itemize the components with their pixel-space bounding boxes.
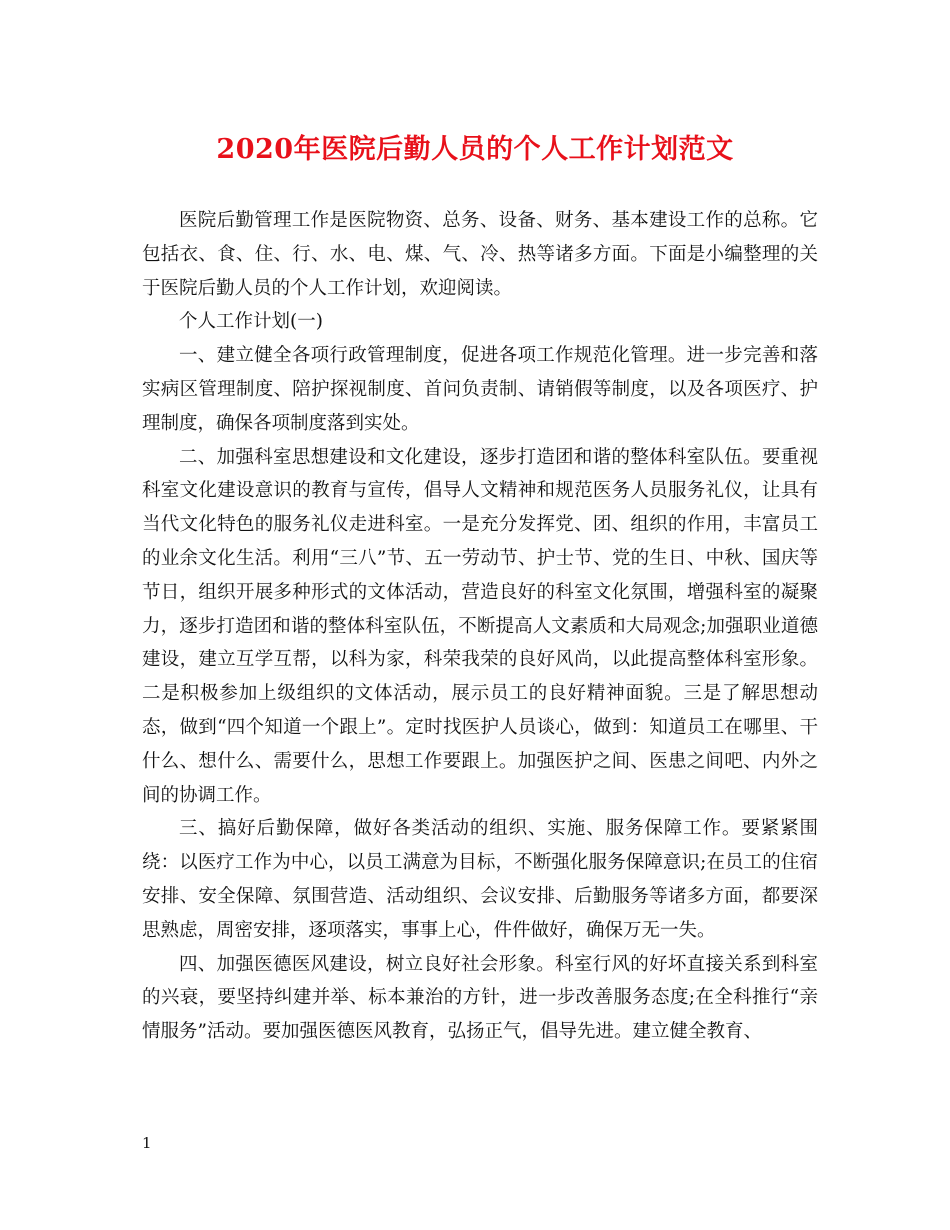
paragraph-item-3: 三、搞好后勤保障，做好各类活动的组织、实施、服务保障工作。要紧紧围绕：以医疗工作为中心，以员工满意为目标，不断强化服务保障意识;在员工的住宿安排、安全保障、氛围营造、活动组织、会议安排、后勤服务等诸多方面，都要深思熟虑，周密安排，逐项落实，事事上心，件件做好，确保万无一失。 bbox=[142, 818, 818, 941]
paragraph-item-1: 一、建立健全各项行政管理制度，促进各项工作规范化管理。进一步完善和落实病区管理制度、陪护探视制度、首问负责制、请销假等制度，以及各项医疗、护理制度，确保各项制度落到实处。 bbox=[142, 345, 818, 434]
document-body bbox=[142, 204, 818, 1049]
section-heading: 个人工作计划(一) bbox=[179, 311, 323, 333]
intro-paragraph: 医院后勤管理工作是医院物资、总务、设备、财务、基本建设工作的总称。它包括衣、食、住、行、水、电、煤、气、冷、热等诸多方面。下面是小编整理的关于医院后勤人员的个人工作计划，欢迎阅读。 bbox=[142, 210, 818, 299]
document-title: 2020年医院后勤人员的个人工作计划范文 bbox=[216, 134, 734, 165]
paragraph-item-4: 四、加强医德医风建设，树立良好社会形象。科室行风的好坏直接关系到科室的兴衰，要坚持纠建并举、标本兼治的方针，进一步改善服务态度;在全科推行“亲情服务”活动。要加强医德医风教育，弘扬正气，倡导先进。建立健全教育、 bbox=[142, 953, 818, 1043]
page-number: 1 bbox=[142, 1134, 152, 1152]
paragraph-item-2: 二、加强科室思想建设和文化建设，逐步打造团和谐的整体科室队伍。要重视科室文化建设意识的教育与宣传，倡导人文精神和规范医务人员服务礼仪，让具有当代文化特色的服务礼仪走进科室。一是充分发挥党、团、组织的作用，丰富员工的业余文化生活。利用“三八”节、五一劳动节、护士节、党的生日、中秋、国庆等节日，组织开展多种形式的文体活动，营造良好的科室文化氛围，增强科室的凝聚力，逐步打造团和谐的整体科室队伍，不断提高人文素质和大局观念;加强职业道德建设，建立互学互帮，以科为家，科荣我荣的良好风尚，以此提高整体科室形象。二是积极参加上级组织的文体活动，展示员工的良好精神面貌。三是了解思想动态，做到“四个知道一个跟上”。定时找医护人员谈心，做到：知道员工在哪里、干什么、想什么、需要什么，思想工作要跟上。加强医护之间、医患之间吧、内外之间的协调工作。 bbox=[142, 446, 818, 806]
